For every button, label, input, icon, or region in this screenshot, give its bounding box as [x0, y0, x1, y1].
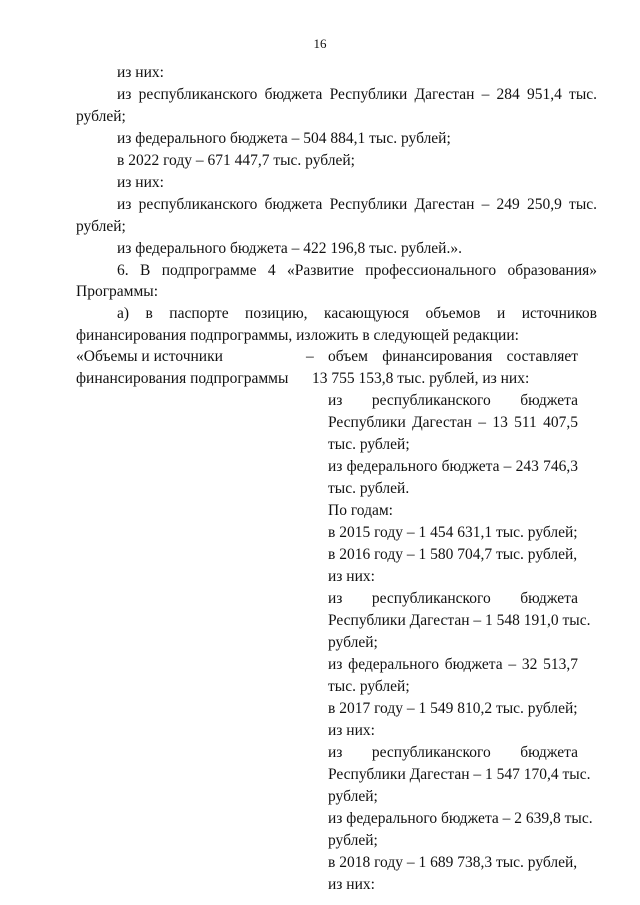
table-right-line: 13 755 153,8 тыс. рублей, из них: — [312, 370, 530, 387]
table-right-line: в 2016 году – 1 580 704,7 тыс. рублей, — [328, 546, 578, 563]
table-right-line: из республиканского бюджета — [328, 392, 578, 409]
text-line: финансирования подпрограммы, изложить в следующей редакции: — [76, 327, 519, 344]
text-line: из республиканского бюджета Республики Дагестан – 249 250,9 тыс. — [117, 196, 597, 213]
table-right-line: из федерального бюджета – 32 513,7 — [328, 656, 578, 673]
table-right-line: в 2017 году – 1 549 810,2 тыс. рублей; — [328, 700, 578, 717]
table-right-line: из них: — [328, 722, 375, 739]
table-right-line: из них: — [328, 876, 375, 893]
table-right-line: тыс. рублей. — [328, 480, 410, 497]
table-left-label: финансирования подпрограммы — [76, 370, 289, 387]
text-line: рублей; — [76, 108, 126, 125]
table-right-line: из республиканского бюджета — [328, 590, 578, 607]
text-line: 6. В подпрограмме 4 «Развитие профессионального образования» — [117, 262, 597, 279]
table-right-line: из федерального бюджета – 243 746,3 — [328, 458, 578, 475]
table-right-line: Республики Дагестан – 13 511 407,5 — [328, 414, 578, 431]
table-right-line: из них: — [328, 568, 375, 585]
table-right-line: из республиканского бюджета — [328, 744, 578, 761]
table-right-line: рублей; — [328, 832, 378, 849]
table-dash: – — [306, 348, 314, 365]
text-line: из федерального бюджета – 422 196,8 тыс. рублей.». — [117, 240, 462, 257]
text-line: из республиканского бюджета Республики Дагестан – 284 951,4 тыс. — [117, 86, 597, 103]
text-line: в 2022 году – 671 447,7 тыс. рублей; — [117, 152, 355, 169]
text-line: рублей; — [76, 218, 126, 235]
table-right-line: По годам: — [328, 502, 393, 519]
table-right-line: тыс. рублей; — [328, 678, 410, 695]
table-right-line: Республики Дагестан – 1 548 191,0 тыс. — [328, 612, 591, 629]
table-right-line: в 2015 году – 1 454 631,1 тыс. рублей; — [328, 524, 578, 541]
table-right-line: из федерального бюджета – 2 639,8 тыс. — [328, 810, 593, 827]
table-right-line: объем финансирования составляет — [328, 348, 578, 365]
text-line: из них: — [117, 174, 164, 191]
table-right-line: рублей; — [328, 634, 378, 651]
table-left-label: «Объемы и источники — [76, 348, 223, 365]
table-right-line: в 2018 году – 1 689 738,3 тыс. рублей, — [328, 854, 578, 871]
text-line: Программы: — [76, 283, 159, 300]
page-number: 16 — [313, 36, 327, 51]
table-right-line: Республики Дагестан – 1 547 170,4 тыс. — [328, 766, 591, 783]
text-line: а) в паспорте позицию, касающуюся объемов и источников — [117, 305, 597, 322]
text-line: из них: — [117, 64, 164, 81]
table-right-line: тыс. рублей; — [328, 436, 410, 453]
table-right-line: рублей; — [328, 788, 378, 805]
text-line: из федерального бюджета – 504 884,1 тыс. рублей; — [117, 130, 451, 147]
